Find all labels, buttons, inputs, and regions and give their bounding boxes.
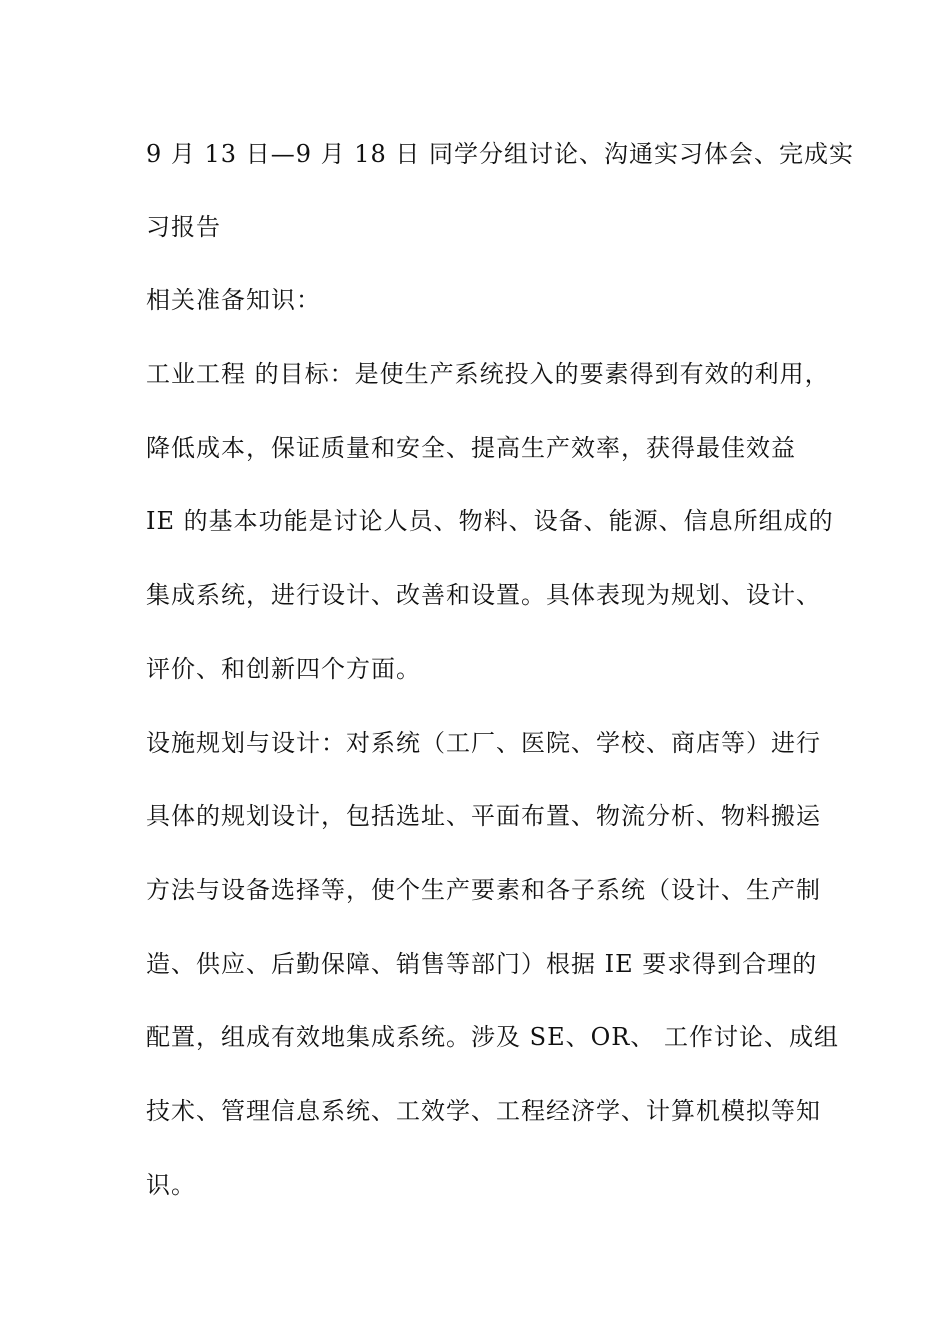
text-line: 设施规划与设计：对系统（工厂、医院、学校、商店等）进行 [146,729,821,757]
text-line: 习报告 [146,213,221,241]
text-line: 集成系统，进行设计、改善和设置。具体表现为规划、设计、 [146,581,821,609]
text-line: 技术、管理信息系统、工效学、工程经济学、计算机模拟等知 [146,1097,821,1125]
text-line: 配置，组成有效地集成系统。涉及 SE、OR、 工作讨论、成组 [146,1023,839,1051]
text-line: 造、供应、后勤保障、销售等部门）根据 IE 要求得到合理的 [146,950,818,978]
text-line: 识。 [146,1171,196,1199]
text-line: 评价、和创新四个方面。 [146,655,421,683]
text-line: 方法与设备选择等，使个生产要素和各子系统（设计、生产制 [146,876,821,904]
text-line: 具体的规划设计，包括选址、平面布置、物流分析、物料搬运 [146,802,821,830]
text-line: 工业工程 的目标：是使生产系统投入的要素得到有效的利用， [146,360,830,388]
text-line: 相关准备知识： [146,286,321,314]
text-line: 降低成本，保证质量和安全、提高生产效率，获得最佳效益 [146,434,796,462]
text-line: 9 月 13 日—9 月 18 日 同学分组讨论、沟通实习体会、完成实 [146,140,855,168]
text-line: IE 的基本功能是讨论人员、物料、设备、能源、信息所组成的 [146,507,834,535]
